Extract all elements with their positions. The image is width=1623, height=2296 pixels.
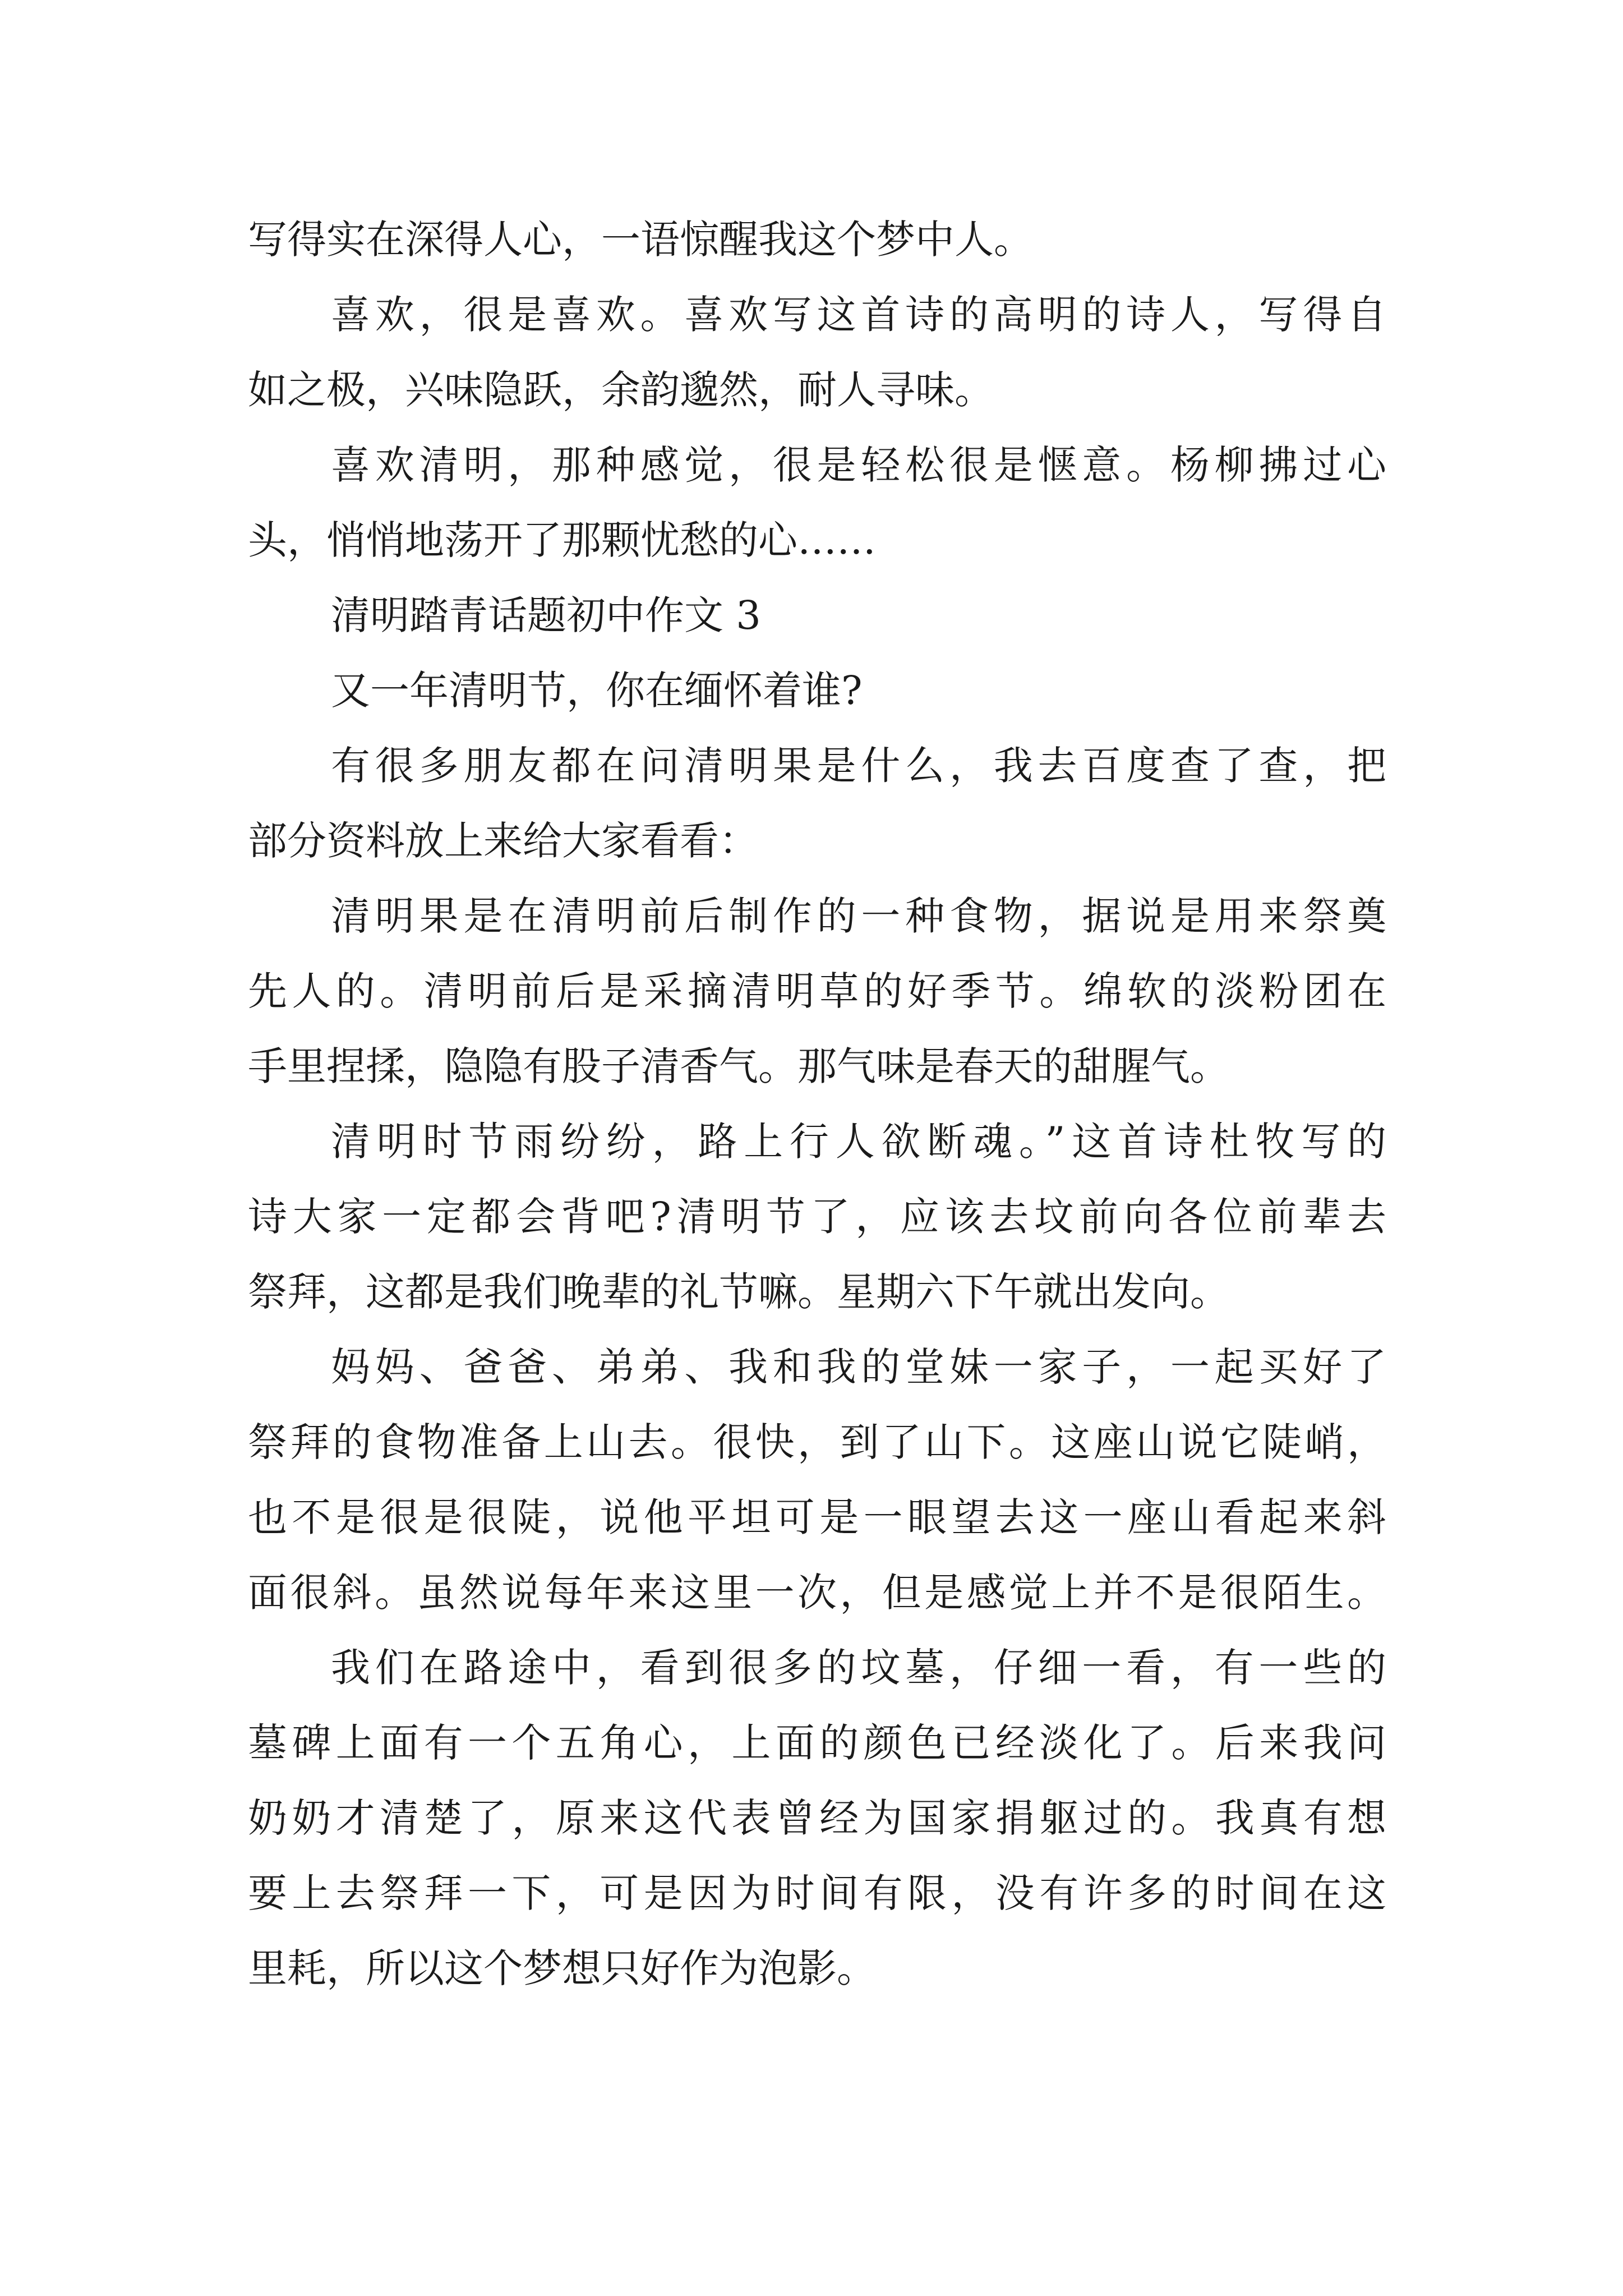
text-line: 里耗，所以这个梦想只好作为泡影。	[248, 1945, 876, 1991]
text-line: 部分资料放上来给大家看看：	[248, 818, 758, 864]
text-line: 祭拜的食物准备上山去。很快，到了山下。这座山说它陡峭，	[248, 1419, 1386, 1465]
text-line: 也不是很是很陡，说他平坦可是一眼望去这一座山看起来斜	[248, 1494, 1386, 1540]
text-line: 头，悄悄地荡开了那颗忧愁的心……	[248, 517, 876, 563]
text-line: 要上去祭拜一下，可是因为时间有限，没有许多的时间在这	[248, 1870, 1386, 1916]
text-line: 祭拜，这都是我们晚辈的礼节嘛。星期六下午就出发向。	[248, 1269, 1229, 1315]
text-line: 又一年清明节，你在缅怀着谁?	[331, 668, 863, 714]
text-line: 有很多朋友都在问清明果是什么，我去百度查了查，把	[331, 743, 1386, 789]
body-text	[248, 202, 1386, 2006]
text-line: 清明果是在清明前后制作的一种食物，据说是用来祭奠	[331, 893, 1386, 939]
text-line: 面很斜。虽然说每年来这里一次，但是感觉上并不是很陌生。	[248, 1570, 1386, 1616]
text-line: 手里捏揉，隐隐有股子清香气。那气味是春天的甜腥气。	[248, 1043, 1229, 1089]
text-line: 墓碑上面有一个五角心，上面的颜色已经淡化了。后来我问	[248, 1720, 1386, 1766]
text-line: 奶奶才清楚了，原来这代表曾经为国家捐躯过的。我真有想	[248, 1795, 1386, 1841]
text-line: 我们在路途中，看到很多的坟墓，仔细一看，有一些的	[331, 1645, 1386, 1691]
text-line: 清明时节雨纷纷，路上行人欲断魂。”这首诗杜牧写的	[331, 1119, 1386, 1165]
text-line: 喜欢清明，那种感觉，很是轻松很是惬意。杨柳拂过心	[331, 442, 1386, 488]
text-line: 如之极，兴味隐跃，余韵邈然，耐人寻味。	[248, 367, 994, 413]
text-line: 写得实在深得人心，一语惊醒我这个梦中人。	[248, 217, 1033, 263]
text-line: 诗大家一定都会背吧?清明节了，应该去坟前向各位前辈去	[248, 1194, 1386, 1240]
text-line: 先人的。清明前后是采摘清明草的好季节。绵软的淡粉团在	[248, 968, 1386, 1014]
section-heading: 清明踏青话题初中作文 3	[331, 592, 761, 638]
text-line: 喜欢，很是喜欢。喜欢写这首诗的高明的诗人，写得自	[331, 292, 1386, 338]
text-line: 妈妈、爸爸、弟弟、我和我的堂妹一家子，一起买好了	[331, 1344, 1386, 1390]
